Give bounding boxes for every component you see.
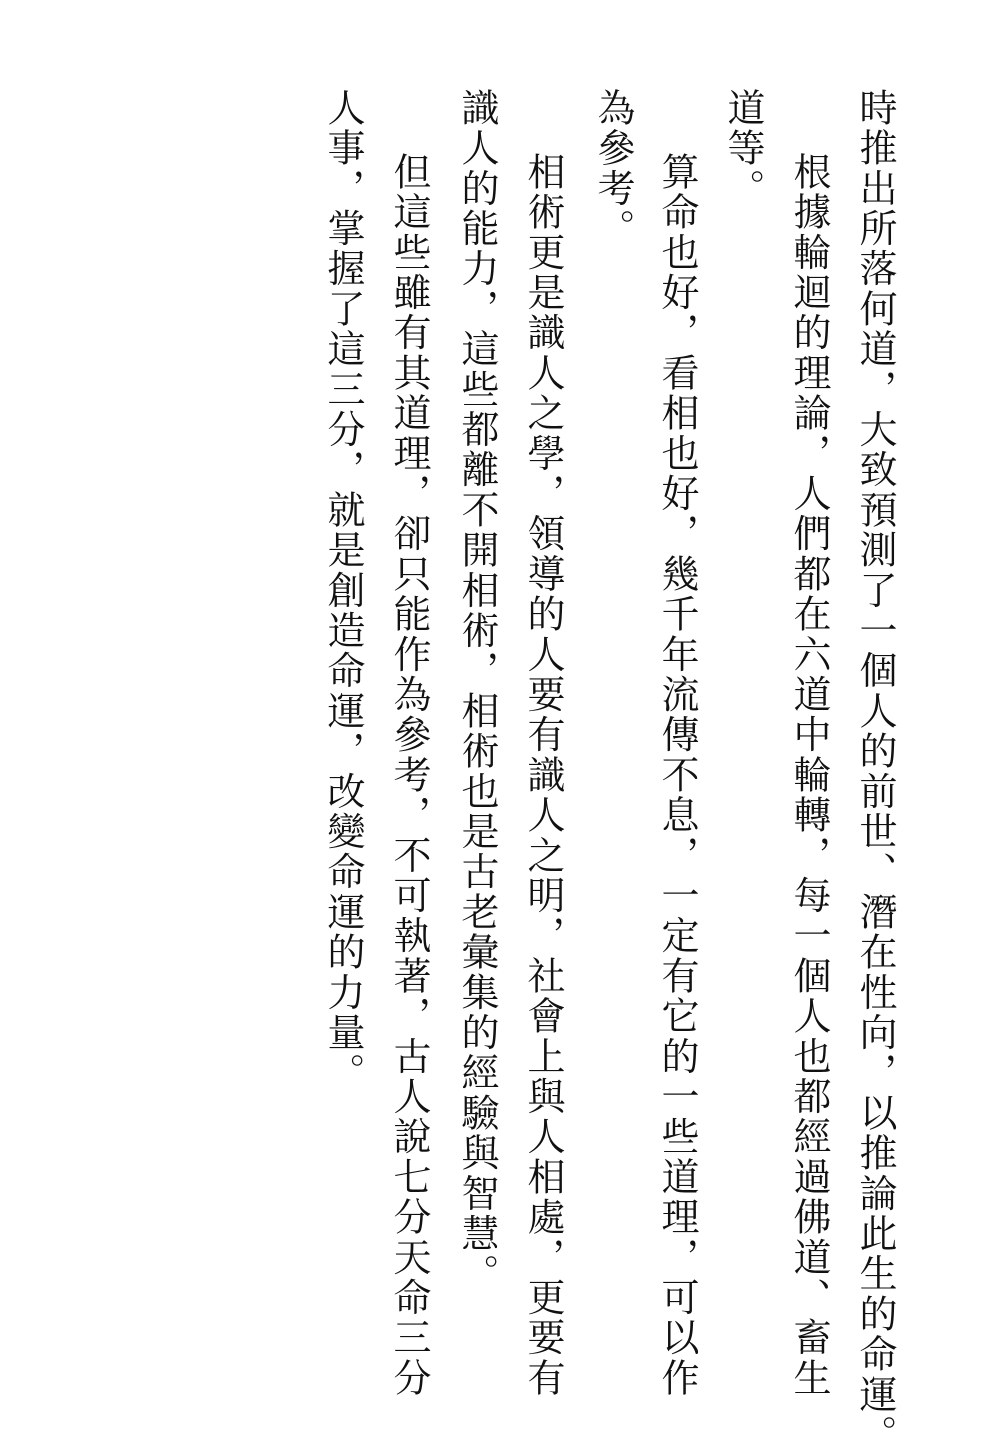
text-column-8: 人事，掌握了這三分，就是創造命運，改變命運的力量。: [321, 88, 365, 1093]
text-column-9: 但這些雖有其道理，卻只能作為參考，不可執著，古人說七分天命三分: [387, 152, 431, 1399]
text-column-3: 根據輪迴的理論，人們都在六道中輪轉，每一個人也都經過佛道、畜生: [787, 152, 831, 1399]
text-column-2: 道等。: [721, 88, 765, 209]
text-column-6: 識人的能力，這些都離不開相術，相術也是古老彙集的經驗與智慧。: [455, 88, 499, 1294]
text-column-7: 相術更是識人之學，領導的人要有識人之明，社會上與人相處，更要有: [521, 152, 565, 1399]
text-column-4: 為參考。: [591, 88, 635, 249]
text-column-1: 時推出所落何道，大致預測了一個人的前世、潛在性向，以推論此生的命運。: [853, 88, 897, 1455]
text-column-5: 算命也好，看相也好，幾千年流傳不息，一定有它的一些道理，可以作: [655, 152, 699, 1399]
